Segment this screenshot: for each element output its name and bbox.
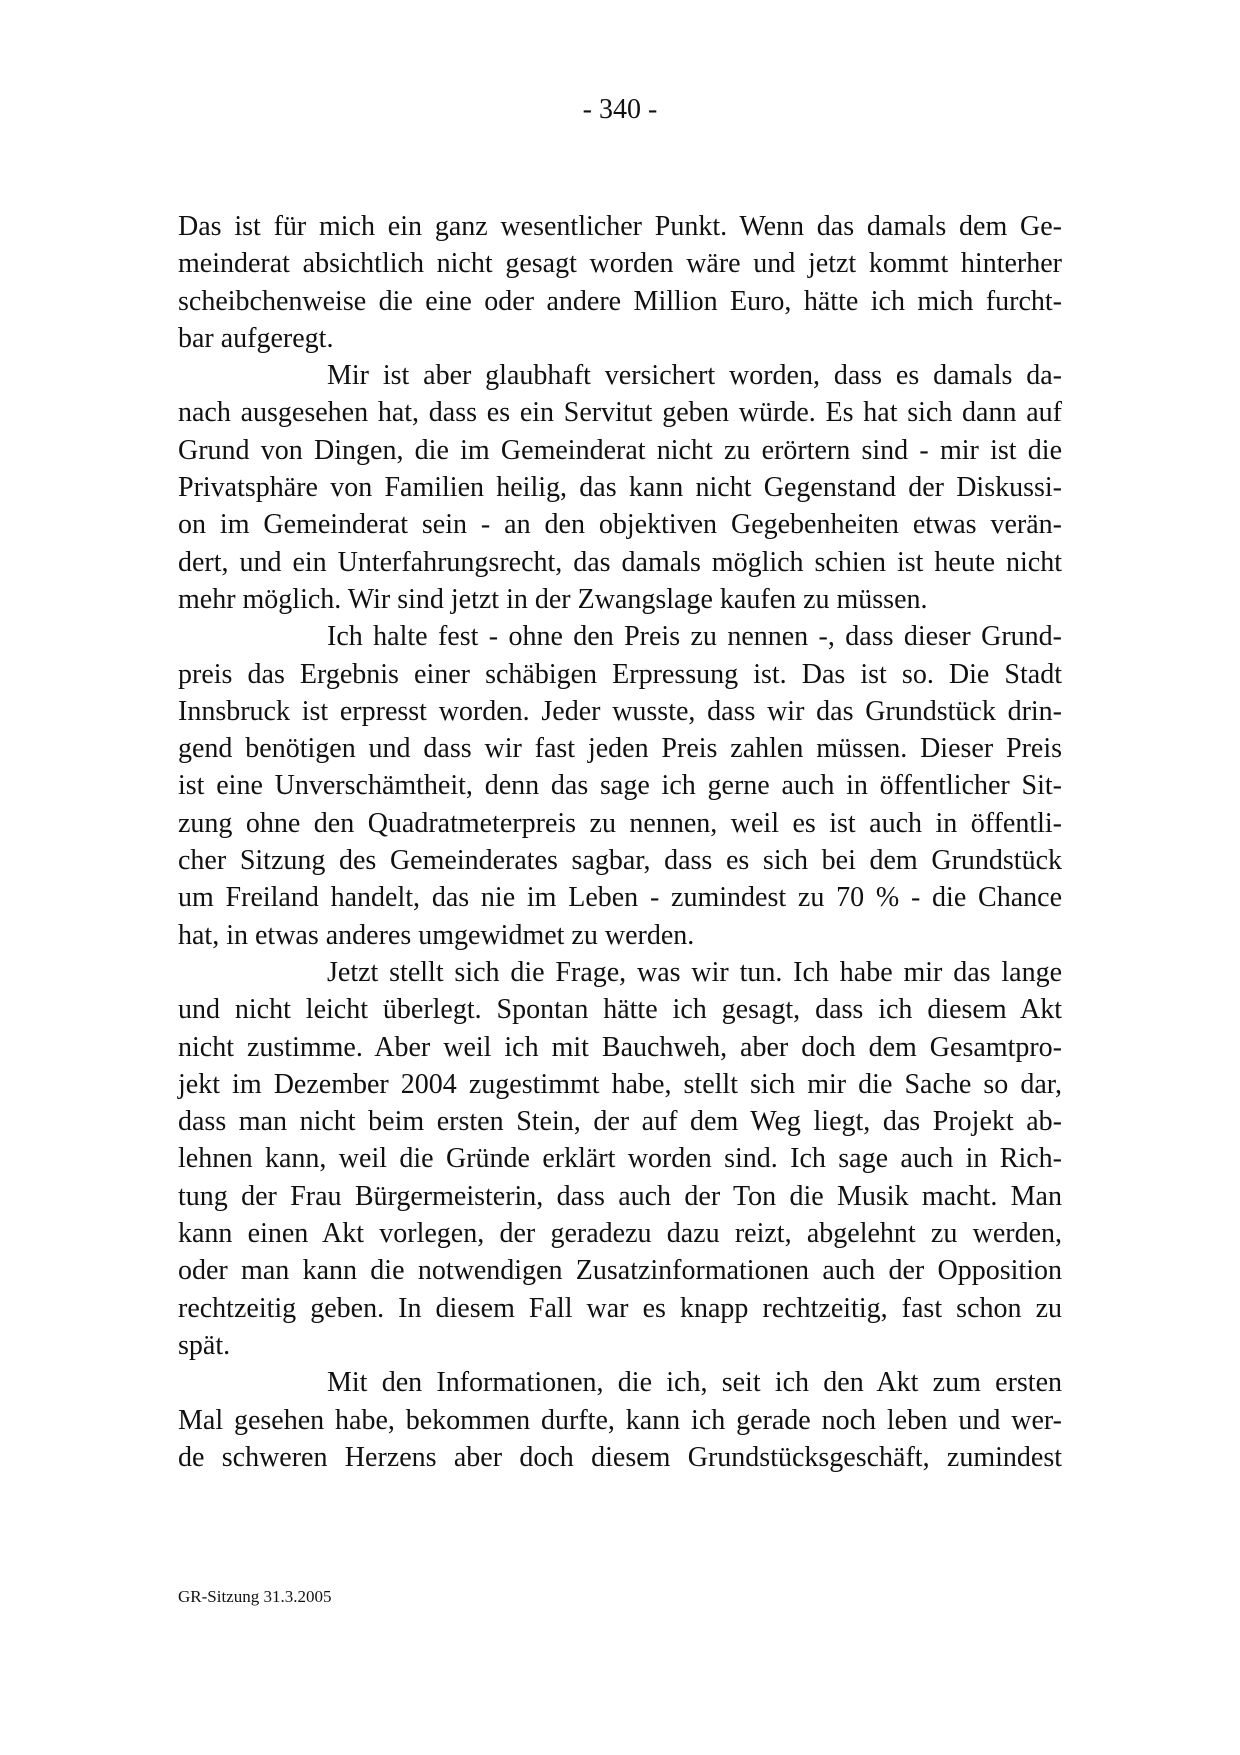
text-line: de schweren Herzens aber doch diesem Grundstücksgeschäft, zumindest bbox=[178, 1441, 1062, 1473]
page-number: - 340 - bbox=[582, 94, 658, 125]
text-line: um Freiland handelt, das nie im Leben - zumindest zu 70 % - die Chance bbox=[178, 882, 1062, 914]
text-line: Mal gesehen habe, bekommen durfte, kann ich gerade noch leben und wer- bbox=[178, 1404, 1062, 1436]
text-line: hat, in etwas anderes umgewidmet zu werden. bbox=[178, 919, 695, 951]
text-line: Privatsphäre von Familien heilig, das kann nicht Gegenstand der Diskussi- bbox=[178, 472, 1062, 504]
text-line: Mir ist aber glaubhaft versichert worden, dass es damals da- bbox=[327, 360, 1062, 392]
text-line: preis das Ergebnis einer schäbigen Erpressung ist. Das ist so. Die Stadt bbox=[178, 658, 1062, 690]
body-text bbox=[178, 208, 1062, 1476]
text-line: rechtzeitig geben. In diesem Fall war es knapp rechtzeitig, fast schon zu bbox=[178, 1292, 1062, 1324]
text-line: jekt im Dezember 2004 zugestimmt habe, stellt sich mir die Sache so dar, bbox=[178, 1068, 1062, 1100]
text-line: nicht zustimme. Aber weil ich mit Bauchweh, aber doch dem Gesamtpro- bbox=[178, 1031, 1062, 1063]
text-line: Das ist für mich ein ganz wesentlicher Punkt. Wenn das damals dem Ge- bbox=[178, 211, 1062, 242]
text-line: lehnen kann, weil die Gründe erklärt worden sind. Ich sage auch in Rich- bbox=[178, 1143, 1062, 1175]
text-line: ist eine Unverschämtheit, denn das sage ich gerne auch in öffentlicher Sit- bbox=[178, 770, 1062, 802]
text-line: dass man nicht beim ersten Stein, der auf dem Weg liegt, das Projekt ab- bbox=[178, 1106, 1062, 1138]
text-line: nach ausgesehen hat, dass es ein Servitut geben würde. Es hat sich dann auf bbox=[178, 397, 1062, 429]
text-line: cher Sitzung des Gemeinderates sagbar, dass es sich bei dem Grundstück bbox=[178, 845, 1062, 877]
text-line: gend benötigen und dass wir fast jeden Preis zahlen müssen. Dieser Preis bbox=[178, 733, 1062, 765]
text-line: Mit den Informationen, die ich, seit ich den Akt zum ersten bbox=[327, 1367, 1062, 1399]
text-line: scheibchenweise die eine oder andere Million Euro, hätte ich mich furcht- bbox=[178, 285, 1062, 317]
text-line: mehr möglich. Wir sind jetzt in der Zwangslage kaufen zu müssen. bbox=[178, 583, 928, 615]
text-line: on im Gemeinderat sein - an den objektiven Gegebenheiten etwas verän- bbox=[178, 509, 1062, 541]
text-line: kann einen Akt vorlegen, der geradezu dazu reizt, abgelehnt zu werden, bbox=[178, 1218, 1062, 1250]
text-line: Jetzt stellt sich die Frage, was wir tun. Ich habe mir das lange bbox=[327, 956, 1062, 988]
text-line: und nicht leicht überlegt. Spontan hätte ich gesagt, dass ich diesem Akt bbox=[178, 994, 1062, 1026]
text-line: bar aufgeregt. bbox=[178, 322, 334, 354]
text-line: spät. bbox=[178, 1329, 231, 1361]
text-line: Grund von Dingen, die im Gemeinderat nicht zu erörtern sind - mir ist die bbox=[178, 434, 1062, 466]
text-line: zung ohne den Quadratmeterpreis zu nennen, weil es ist auch in öffentli- bbox=[178, 807, 1062, 839]
footer-session-date: GR-Sitzung 31.3.2005 bbox=[178, 1587, 332, 1606]
text-line: dert, und ein Unterfahrungsrecht, das damals möglich schien ist heute nicht bbox=[178, 546, 1062, 578]
text-line: meinderat absichtlich nicht gesagt worden wäre und jetzt kommt hinterher bbox=[178, 248, 1062, 280]
text-line: Innsbruck ist erpresst worden. Jeder wusste, dass wir das Grundstück drin- bbox=[178, 695, 1062, 727]
text-line: Ich halte fest - ohne den Preis zu nennen -, dass dieser Grund- bbox=[327, 621, 1062, 653]
text-line: tung der Frau Bürgermeisterin, dass auch der Ton die Musik macht. Man bbox=[178, 1180, 1062, 1212]
text-line: oder man kann die notwendigen Zusatzinformationen auch der Opposition bbox=[178, 1255, 1062, 1287]
